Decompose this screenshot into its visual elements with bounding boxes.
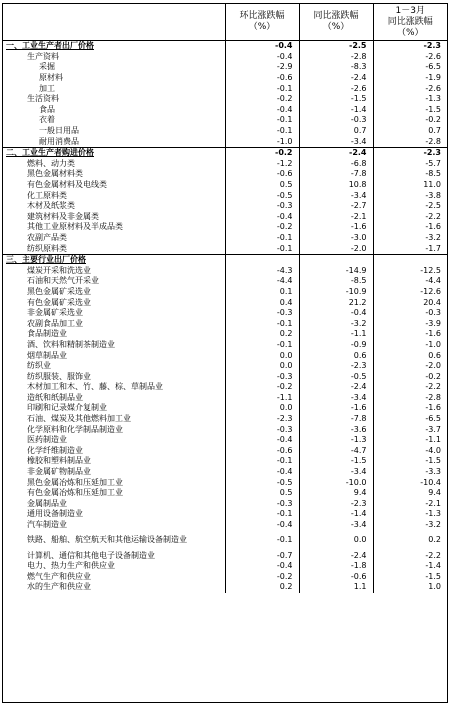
table-row (3, 572, 447, 583)
yoy-change-value: -3.0 (299, 233, 373, 244)
mom-change-value: 0.0 (225, 403, 299, 414)
ytd-yoy-change-value: -1.6 (373, 222, 447, 233)
yoy-change-value: -3.4 (299, 393, 373, 404)
row-label: 食品制造业 (27, 329, 67, 339)
mom-change-value: -0.4 (225, 467, 299, 478)
yoy-change-value: 21.2 (299, 297, 373, 308)
mom-change-value: -4.4 (225, 276, 299, 287)
table-row (3, 350, 447, 361)
table-row (3, 201, 447, 212)
row-label: 黑色金属矿采选业 (27, 286, 91, 296)
row-label: 非金属矿采选业 (27, 308, 83, 318)
yoy-change-value: -2.4 (299, 550, 373, 561)
ytd-yoy-change-value: -4.0 (373, 446, 447, 457)
yoy-change-value: 1.1 (299, 582, 373, 593)
mom-change-value: -0.1 (225, 530, 299, 550)
mom-change-value: -0.1 (225, 83, 299, 94)
yoy-change-value: -6.8 (299, 159, 373, 170)
row-label: 通用设备制造业 (27, 509, 83, 519)
ytd-yoy-change-value: 0.6 (373, 350, 447, 361)
ytd-yoy-change-value: -1.3 (373, 509, 447, 520)
mom-change-value: 0.5 (225, 180, 299, 191)
ytd-yoy-change-value: -12.6 (373, 287, 447, 298)
row-label: 建筑材料及非金属类 (27, 211, 99, 221)
row-label: 农副产品类 (27, 232, 67, 242)
ytd-yoy-change-value: -3.2 (373, 233, 447, 244)
ytd-yoy-change-value: -12.5 (373, 265, 447, 276)
ytd-yoy-change-value: -3.2 (373, 520, 447, 531)
header-ytd-yoy-change: 1－3月 同比涨跌幅 （%） (373, 4, 447, 41)
yoy-change-value: -2.1 (299, 212, 373, 223)
table-row (3, 371, 447, 382)
table-row (3, 509, 447, 520)
row-label: 其他工业原材料及半成品类 (27, 222, 123, 232)
table-row (3, 243, 447, 254)
mom-change-value: -0.3 (225, 424, 299, 435)
ytd-yoy-change-value: -2.5 (373, 201, 447, 212)
table-row (3, 169, 447, 180)
table-row (3, 488, 447, 499)
row-label: 纺织服装、服饰业 (27, 371, 91, 381)
table-row (3, 159, 447, 170)
yoy-change-value: -10.0 (299, 477, 373, 488)
row-label: 采掘 (39, 62, 55, 72)
row-label: 生活资料 (27, 94, 59, 104)
row-label: 木材加工和木、竹、藤、棕、草制品业 (27, 382, 163, 392)
ytd-yoy-change-value: -0.2 (373, 371, 447, 382)
row-label: 耐用消费品 (39, 136, 79, 146)
section-row (3, 254, 447, 265)
yoy-change-value: -7.8 (299, 414, 373, 425)
ytd-yoy-change-value: -3.3 (373, 467, 447, 478)
ytd-yoy-change-value: -4.4 (373, 276, 447, 287)
table-row (3, 446, 447, 457)
row-label: 加工 (39, 83, 55, 93)
table-row (3, 530, 447, 550)
row-label: 黑色金属冶炼和压延加工业 (27, 477, 123, 487)
yoy-change-value: -1.4 (299, 105, 373, 116)
yoy-change-value: -0.4 (299, 308, 373, 319)
yoy-change-value: -0.3 (299, 115, 373, 126)
yoy-change-value: -1.3 (299, 435, 373, 446)
table-row (3, 318, 447, 329)
mom-change-value: -0.4 (225, 435, 299, 446)
ytd-yoy-change-value: -1.5 (373, 572, 447, 583)
yoy-change-value: -1.8 (299, 561, 373, 572)
section-row (3, 41, 447, 52)
table-row (3, 393, 447, 404)
mom-change-value: 0.0 (225, 361, 299, 372)
yoy-change-value: -3.4 (299, 190, 373, 201)
row-label: 化学原料和化学制品制造业 (27, 424, 123, 434)
yoy-change-value: -2.3 (299, 499, 373, 510)
table-row (3, 94, 447, 105)
mom-change-value: -0.3 (225, 201, 299, 212)
ytd-yoy-change-value: -2.6 (373, 83, 447, 94)
row-label: 有色金属矿采选业 (27, 297, 91, 307)
table-row (3, 287, 447, 298)
mom-change-value: -0.1 (225, 318, 299, 329)
ytd-yoy-change-value: -2.3 (373, 147, 447, 158)
table-row (3, 73, 447, 84)
table-row (3, 582, 447, 593)
table-row (3, 424, 447, 435)
mom-change-value: -0.2 (225, 382, 299, 393)
row-label: 化学纤维制造业 (27, 445, 83, 455)
mom-change-value: -0.1 (225, 340, 299, 351)
ytd-yoy-change-value: -1.9 (373, 73, 447, 84)
mom-change-value: 0.2 (225, 582, 299, 593)
mom-change-value: 0.5 (225, 488, 299, 499)
yoy-change-value: -10.9 (299, 287, 373, 298)
ytd-yoy-change-value: -5.7 (373, 159, 447, 170)
yoy-change-value: -3.2 (299, 318, 373, 329)
ytd-yoy-change-value: -1.5 (373, 105, 447, 116)
ytd-yoy-change-value: -3.8 (373, 190, 447, 201)
yoy-change-value: -0.6 (299, 572, 373, 583)
yoy-change-value: -4.7 (299, 446, 373, 457)
yoy-change-value: -1.6 (299, 403, 373, 414)
row-label: 生产资料 (27, 51, 59, 61)
ytd-yoy-change-value: -6.5 (373, 62, 447, 73)
row-label: 燃气生产和供应业 (27, 571, 91, 581)
mom-change-value: -0.1 (225, 243, 299, 254)
row-label: 原材料 (39, 73, 63, 83)
table-row (3, 414, 447, 425)
table-row (3, 308, 447, 319)
ytd-yoy-change-value: -6.5 (373, 414, 447, 425)
row-label: 水的生产和供应业 (27, 582, 91, 592)
row-label: 一、工业生产者出厂价格 (6, 41, 94, 51)
ytd-yoy-change-value: -1.0 (373, 340, 447, 351)
row-label: 纺织业 (27, 361, 51, 371)
price-index-table (3, 4, 447, 593)
yoy-change-value: -1.1 (299, 329, 373, 340)
table-row (3, 265, 447, 276)
table-row (3, 83, 447, 94)
row-label: 金属制品业 (27, 498, 67, 508)
mom-change-value (225, 254, 299, 265)
yoy-change-value: -3.4 (299, 467, 373, 478)
mom-change-value: -0.3 (225, 371, 299, 382)
ytd-yoy-change-value: -1.4 (373, 561, 447, 572)
table-body (3, 41, 447, 593)
ytd-yoy-change-value: -1.1 (373, 435, 447, 446)
mom-change-value: 0.4 (225, 297, 299, 308)
ytd-yoy-change-value: -0.3 (373, 308, 447, 319)
mom-change-value: -0.5 (225, 477, 299, 488)
mom-change-value: -1.0 (225, 136, 299, 147)
row-label: 衣着 (39, 115, 55, 125)
row-label: 一般日用品 (39, 126, 79, 136)
yoy-change-value: 0.6 (299, 350, 373, 361)
ytd-yoy-change-value: 0.2 (373, 530, 447, 550)
table-row (3, 115, 447, 126)
ytd-yoy-change-value: -2.2 (373, 382, 447, 393)
row-label: 纺织原料类 (27, 243, 67, 253)
mom-change-value: -1.1 (225, 393, 299, 404)
table-row (3, 233, 447, 244)
mom-change-value: -0.4 (225, 561, 299, 572)
ytd-yoy-change-value: -3.9 (373, 318, 447, 329)
ytd-yoy-change-value: -2.0 (373, 361, 447, 372)
mom-change-value: 0.1 (225, 287, 299, 298)
ytd-yoy-change-value (373, 254, 447, 265)
ytd-yoy-change-value: -2.8 (373, 393, 447, 404)
row-label: 二、工业生产者购进价格 (3, 147, 225, 158)
mom-change-value: -0.1 (225, 509, 299, 520)
yoy-change-value: -2.6 (299, 83, 373, 94)
ytd-yoy-change-value: 0.7 (373, 126, 447, 137)
yoy-change-value (299, 254, 373, 265)
yoy-change-value: -2.0 (299, 243, 373, 254)
row-label: 印刷和记录媒介复制业 (27, 403, 107, 413)
table-row (3, 297, 447, 308)
yoy-change-value: 9.4 (299, 488, 373, 499)
ytd-yoy-change-value: -3.7 (373, 424, 447, 435)
header-mom-change: 环比涨跌幅 （%） (225, 4, 299, 41)
yoy-change-value: 10.8 (299, 180, 373, 191)
section-row (3, 147, 447, 158)
table-row (3, 403, 447, 414)
mom-change-value: -0.3 (225, 308, 299, 319)
row-label: 化工原料类 (27, 190, 67, 200)
yoy-change-value: -1.5 (299, 94, 373, 105)
yoy-change-value: -3.4 (299, 520, 373, 531)
row-label: 汽车制造业 (27, 520, 67, 530)
mom-change-value: -0.4 (225, 520, 299, 531)
yoy-change-value: -3.6 (299, 424, 373, 435)
yoy-change-value: -2.4 (299, 73, 373, 84)
yoy-change-value: -2.4 (299, 147, 373, 158)
table-row (3, 467, 447, 478)
row-label: 计算机、通信和其他电子设备制造业 (27, 550, 155, 560)
table-row (3, 561, 447, 572)
mom-change-value: -0.4 (225, 52, 299, 63)
yoy-change-value: -3.4 (299, 136, 373, 147)
row-label: 造纸和纸制品业 (27, 392, 83, 402)
yoy-change-value: -2.5 (299, 41, 373, 52)
row-label: 黑色金属材料类 (27, 169, 83, 179)
mom-change-value: -0.2 (225, 147, 299, 158)
mom-change-value: -0.1 (225, 233, 299, 244)
mom-change-value: -0.6 (225, 73, 299, 84)
yoy-change-value: -8.5 (299, 276, 373, 287)
header-category (3, 4, 225, 41)
mom-change-value: -0.4 (225, 41, 299, 52)
mom-change-value: -4.3 (225, 265, 299, 276)
mom-change-value: -0.4 (225, 105, 299, 116)
row-label: 农副食品加工业 (27, 318, 83, 328)
row-label: 橡胶和塑料制品业 (27, 456, 91, 466)
yoy-change-value: -2.7 (299, 201, 373, 212)
row-label: 铁路、船舶、航空航天和其他运输设备制造业 (27, 535, 187, 545)
mom-change-value: 0.0 (225, 350, 299, 361)
row-label: 煤炭开采和洗选业 (27, 265, 91, 275)
table-row (3, 190, 447, 201)
mom-change-value: -0.1 (225, 126, 299, 137)
yoy-change-value: -2.3 (299, 361, 373, 372)
mom-change-value: -0.6 (225, 446, 299, 457)
yoy-change-value: -1.4 (299, 509, 373, 520)
row-label: 石油、煤炭及其他燃料加工业 (27, 414, 131, 424)
yoy-change-value: -2.8 (299, 52, 373, 63)
ytd-yoy-change-value: -2.1 (373, 499, 447, 510)
row-label: 烟草制品业 (27, 350, 67, 360)
row-label: 电力、热力生产和供应业 (27, 561, 115, 571)
row-label: 医药制造业 (27, 435, 67, 445)
mom-change-value: -0.6 (225, 169, 299, 180)
row-label: 有色金属冶炼和压延加工业 (27, 488, 123, 498)
ytd-yoy-change-value: -1.5 (373, 456, 447, 467)
table-row (3, 382, 447, 393)
ytd-yoy-change-value: -2.3 (373, 41, 447, 52)
table-row (3, 105, 447, 116)
header-yoy-change: 同比涨跌幅 （%） (299, 4, 373, 41)
mom-change-value: -2.3 (225, 414, 299, 425)
table-row (3, 435, 447, 446)
yoy-change-value: -1.6 (299, 222, 373, 233)
ytd-yoy-change-value: 1.0 (373, 582, 447, 593)
ytd-yoy-change-value: -8.5 (373, 169, 447, 180)
row-label: 燃料、动力类 (27, 158, 75, 168)
mom-change-value: -0.7 (225, 550, 299, 561)
ytd-yoy-change-value: -0.2 (373, 115, 447, 126)
ytd-yoy-change-value: -1.7 (373, 243, 447, 254)
ytd-yoy-change-value: -1.3 (373, 94, 447, 105)
ytd-yoy-change-value: -2.6 (373, 52, 447, 63)
mom-change-value: -0.1 (225, 115, 299, 126)
mom-change-value: 0.2 (225, 329, 299, 340)
ytd-yoy-change-value: -2.2 (373, 212, 447, 223)
yoy-change-value: -0.5 (299, 371, 373, 382)
row-label: 酒、饮料和精制茶制造业 (27, 339, 115, 349)
ytd-yoy-change-value: 20.4 (373, 297, 447, 308)
table-row (3, 52, 447, 63)
yoy-change-value: -14.9 (299, 265, 373, 276)
table-row (3, 180, 447, 191)
ytd-yoy-change-value: -1.6 (373, 329, 447, 340)
table-row (3, 456, 447, 467)
row-label: 三、主要行业出厂价格 (3, 254, 225, 265)
yoy-change-value: 0.7 (299, 126, 373, 137)
table-row (3, 222, 447, 233)
row-label: 木材及纸浆类 (27, 201, 75, 211)
row-label: 有色金属材料及电线类 (27, 180, 107, 190)
row-label: 食品 (39, 104, 55, 114)
ytd-yoy-change-value: -2.8 (373, 136, 447, 147)
mom-change-value: -0.1 (225, 456, 299, 467)
table-row (3, 499, 447, 510)
row-label: 非金属矿物制品业 (27, 467, 91, 477)
mom-change-value: -0.3 (225, 499, 299, 510)
mom-change-value: -0.2 (225, 572, 299, 583)
mom-change-value: -0.2 (225, 94, 299, 105)
yoy-change-value: -8.3 (299, 62, 373, 73)
table-header-row (3, 4, 447, 41)
ytd-yoy-change-value: -1.6 (373, 403, 447, 414)
table-row (3, 329, 447, 340)
yoy-change-value: -0.9 (299, 340, 373, 351)
ytd-yoy-change-value: -10.4 (373, 477, 447, 488)
table-row (3, 136, 447, 147)
ytd-yoy-change-value: 9.4 (373, 488, 447, 499)
table-row (3, 276, 447, 287)
mom-change-value: -0.2 (225, 222, 299, 233)
yoy-change-value: -7.8 (299, 169, 373, 180)
table-row (3, 550, 447, 561)
table-row (3, 361, 447, 372)
table-row (3, 520, 447, 531)
table-row (3, 340, 447, 351)
table-row (3, 126, 447, 137)
row-label: 石油和天然气开采业 (27, 276, 99, 286)
mom-change-value: -2.9 (225, 62, 299, 73)
mom-change-value: -1.2 (225, 159, 299, 170)
table-row (3, 212, 447, 223)
yoy-change-value: -1.5 (299, 456, 373, 467)
price-table-frame (2, 3, 448, 703)
mom-change-value: -0.4 (225, 212, 299, 223)
yoy-change-value: -2.4 (299, 382, 373, 393)
table-row (3, 62, 447, 73)
ytd-yoy-change-value: 11.0 (373, 180, 447, 191)
yoy-change-value: 0.0 (299, 530, 373, 550)
table-row (3, 477, 447, 488)
ytd-yoy-change-value: -2.2 (373, 550, 447, 561)
mom-change-value: -0.5 (225, 190, 299, 201)
